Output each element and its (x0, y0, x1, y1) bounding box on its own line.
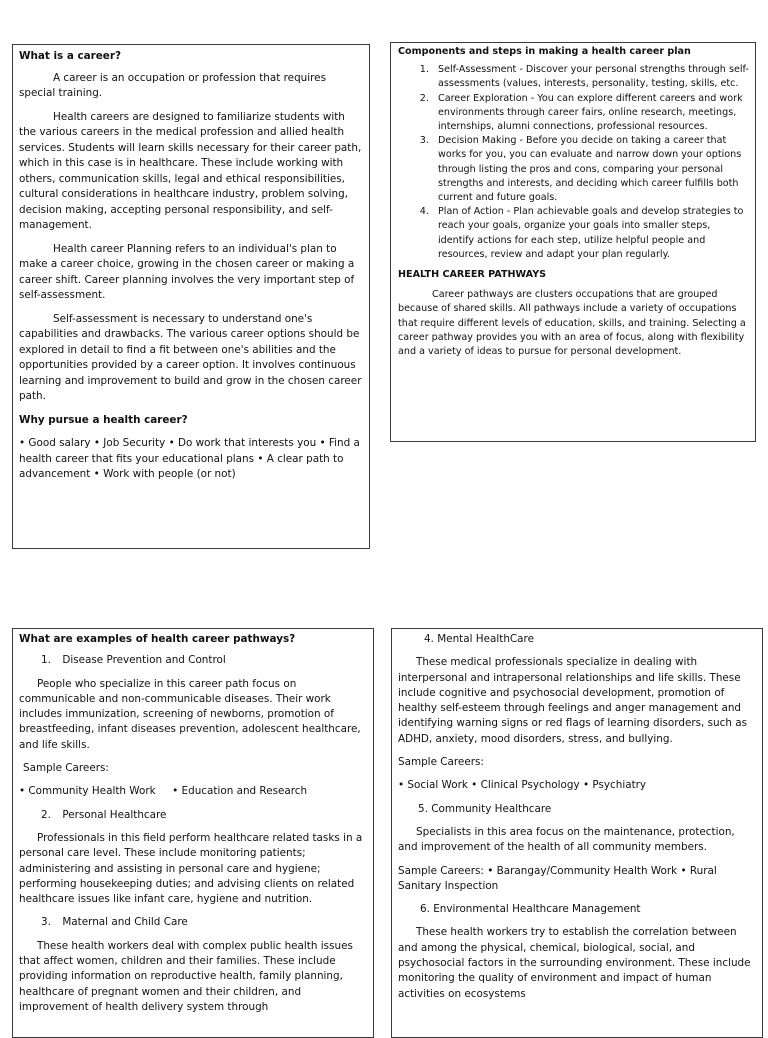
health-careers-paragraph: Health careers are designed to familiarize students with the various careers in the medical profession and allied health services. Students will learn skills necessary for their career path, which in this case is in healthcare. These include working with others, communication skills, legal and ethical responsibilities, cultural considerations in healthcare industry, problem solving, decision making, accepting personal responsibility, and self-management. (19, 110, 362, 231)
disease-prevention-paragraph: People who specialize in this career path focus on communicable and non-communicable diseases. Their work includes immunization, screening of newborns, promotion of breastfeeding, infant diseases prevention, adolescent healthcare, and life skills. (19, 677, 361, 751)
personal-healthcare-paragraph: Professionals in this field perform healthcare related tasks in a personal care level. These include monitoring patients; administering and assisting in personal care and hygiene; performing housekeeping duties; and advising clients on related healthcare issues like infant care, hygiene and nutrition. (19, 831, 363, 906)
environmental-healthcare-paragraph: These health workers try to establish the correlation between and among the physical, chemical, biological, social, and psychosocial factors in the surrounding environment. These include monitoring the quality of environment and impact of human activities on ecosystems (398, 926, 751, 1000)
section-title: Disease Prevention and Control (62, 654, 226, 667)
disease-prevention-careers: • Community Health Work • Education and Research (19, 785, 308, 798)
mental-healthcare-paragraph: These medical professionals specialize in dealing with interpersonal and intrapersonal relationships and life skills. These include cognitive and psychosocial development, promotion of healthy self-esteem through feelings and anger management and identifying warning signs or red flags of learning disorders, such as ADHD, anxiety, mood disorders, stress, and bullying. (398, 656, 748, 745)
what-is-a-career-panel (12, 44, 370, 549)
career-plan-steps-list (398, 63, 749, 262)
mental-healthcare-careers: • Social Work • Clinical Psychology • Psychiatry (398, 779, 647, 792)
why-pursue-bullets: • Good salary • Job Security • Do work that interests you • Find a health career that fits your educational plans • A clear path to advancement • Work with people (or not) (19, 437, 360, 480)
section-number: 1. (41, 654, 51, 667)
sample-careers-label: Sample Careers: (23, 762, 109, 775)
pathway-examples-panel (12, 628, 374, 1038)
pathway-examples-continued-panel (391, 628, 763, 1038)
section-maternal-child-title (41, 915, 367, 930)
section-title: Personal Healthcare (62, 808, 167, 821)
community-healthcare-careers: Sample Careers: • Barangay/Community Health Work • Rural Sanitary Inspection (398, 864, 717, 892)
section-disease-prevention-title (41, 653, 367, 668)
what-is-a-career-heading: What is a career? (19, 50, 121, 62)
sample-careers-label: Sample Careers: (398, 756, 484, 769)
step-decision-making: 3. Decision Making - Before you decide on taking a career that works for you, you can evaluate and narrow down your options through listing the pros and cons, comparing your personal strengths and interests, and deciding which career fulfills both current and future goals. (432, 134, 749, 205)
self-assessment-paragraph: Self-assessment is necessary to understand one's capabilities and drawbacks. The various career options should be explored in detail to find a fit between one's abilities and the opportunities provided by a career option. It involves continuous learning and improvement to build and grow in the chosen career path. (19, 312, 362, 402)
section-title: Maternal and Child Care (62, 916, 188, 929)
career-plan-heading: Components and steps in making a health career plan (398, 46, 691, 57)
section-number: 2. (41, 808, 51, 821)
pathway-examples-heading: What are examples of health career pathways? (19, 633, 296, 645)
maternal-child-paragraph: These health workers deal with complex public health issues that affect women, children and their families. These include providing information on reproductive health, family planning, healthcare of pregnant women and their children, and improvement of health delivery system through (19, 939, 353, 1013)
career-planning-paragraph: Health career Planning refers to an individual's plan to make a career choice, growing in the chosen career or making a career shift. Career planning involves the very important step of self-assessment. (19, 242, 355, 301)
step-self-assessment: 1. Self-Assessment - Discover your personal strengths through self-assessments (values, interests, personality, testing, skills, etc. (432, 63, 749, 91)
step-plan-of-action: 4. Plan of Action - Plan achievable goals and develop strategies to reach your goals, organize your goals into smaller steps, identify actions for each step, utilize helpful people and resources, review and adapt your plan regularly. (432, 205, 749, 262)
why-pursue-heading: Why pursue a health career? (19, 413, 188, 426)
section-number: 3. (41, 916, 51, 929)
section-personal-healthcare-title (41, 808, 367, 823)
section-community-healthcare-title: 5. Community Healthcare (418, 802, 552, 815)
pathways-paragraph: Career pathways are clusters occupations that are grouped because of shared skills. All pathways include a variety of occupations that require different levels of education, skills, and training. Selecting a career pathway provides you with an area of focus, along with flexibility and a variety of ideas to pursue for personal development. (398, 289, 746, 358)
career-plan-panel (390, 42, 756, 442)
pathways-heading: HEALTH CAREER PATHWAYS (398, 269, 547, 281)
career-definition-paragraph: A career is an occupation or profession that requires special training. (19, 71, 326, 99)
community-healthcare-paragraph: Specialists in this area focus on the maintenance, protection, and improvement of the health of all community members. (398, 825, 735, 854)
section-environmental-healthcare-title: 6. Environmental Healthcare Management (420, 903, 641, 916)
section-mental-healthcare-title: 4. Mental HealthCare (424, 633, 534, 645)
step-career-exploration: 2. Career Exploration - You can explore different careers and work environments through career fairs, online research, meetings, internships, alumni connections, professional resources. (432, 92, 749, 135)
